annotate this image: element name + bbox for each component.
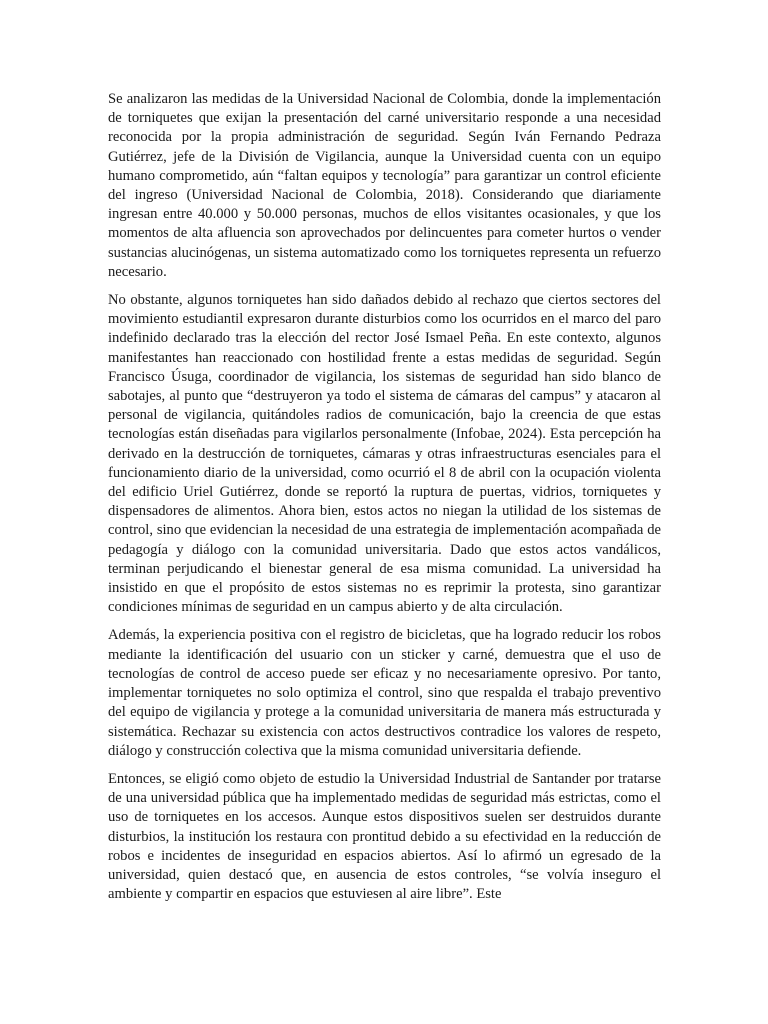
paragraph-4: Entonces, se eligió como objeto de estudio la Universidad Industrial de Santander por tratarse de una universidad pública que ha implementado medidas de seguridad más estrictas, como el uso de torniquetes en los accesos. Aunque estos dispositivos suelen ser destruidos durante disturbios, la institución los restaura con prontitud debido a su efectividad en la reducción de robos e incidentes de inseguridad en espacios abiertos. Así lo afirmó un egresado de la universidad, quien destacó que, en ausencia de estos controles, “se volvía inseguro el ambiente y compartir en espacios que estuviesen al aire libre”. Este [108,770,661,903]
paragraph-1: Se analizaron las medidas de la Universidad Nacional de Colombia, donde la implementación de torniquetes que exijan la presentación del carné universitario responde a una necesidad reconocida por la propia administración de seguridad. Según Iván Fernando Pedraza Gutiérrez, jefe de la División de Vigilancia, aunque la Universidad cuenta con un equipo humano comprometido, aún “faltan equipos y tecnología” para garantizar un control eficiente del ingreso (Universidad Nacional de Colombia, 2018). Considerando que diariamente ingresan entre 40.000 y 50.000 personas, muchos de ellos visitantes ocasionales, y que los momentos de alta afluencia son aprovechados por delincuentes para cometer hurtos o vender sustancias alucinógenas, un sistema automatizado como los torniquetes representa un refuerzo necesario. [108,91,661,280]
document-page [108,90,661,913]
paragraph-2: No obstante, algunos torniquetes han sido dañados debido al rechazo que ciertos sectores del movimiento estudiantil expresaron durante disturbios como los ocurridos en el marco del paro indefinido declarado tras la elección del rector José Ismael Peña. En este contexto, algunos manifestantes han reaccionado con hostilidad frente a estas medidas de seguridad. Según Francisco Úsuga, coordinador de vigilancia, los sistemas de seguridad han sido blanco de sabotajes, al punto que “destruyeron ya todo el sistema de cámaras del campus” y atacaron al personal de vigilancia, quitándoles radios de comunicación, bajo la creencia de que estas tecnologías están diseñadas para vigilarlos personalmente (Infobae, 2024). Esta percepción ha derivado en la destrucción de torniquetes, cámaras y otras infraestructuras esenciales para el funcionamiento diario de la universidad, como ocurrió el 8 de abril con la ocupación violenta del edificio Uriel Gutiérrez, donde se reportó la ruptura de puertas, vidrios, torniquetes y dispensadores de alimentos. Ahora bien, estos actos no niegan la utilidad de los sistemas de control, sino que evidencian la necesidad de una estrategia de implementación acompañada de pedagogía y diálogo con la comunidad universitaria. Dado que estos actos vandálicos, terminan perjudicando el bienestar general de esa misma comunidad. La universidad ha insistido en que el propósito de estos sistemas no es reprimir la protesta, sino garantizar condiciones mínimas de seguridad en un campus abierto y de alta circulación. [108,292,661,616]
paragraph-3: Además, la experiencia positiva con el registro de bicicletas, que ha logrado reducir los robos mediante la identificación del usuario con un sticker y carné, demuestra que el uso de tecnologías de control de acceso puede ser eficaz y no necesariamente opresivo. Por tanto, implementar torniquetes no solo optimiza el control, sino que respalda el trabajo preventivo del equipo de vigilancia y protege a la comunidad universitaria de manera más estructurada y sistemática. Rechazar su existencia con actos destructivos contradice los valores de respeto, diálogo y construcción colectiva que la misma comunidad universitaria defiende. [108,627,661,759]
